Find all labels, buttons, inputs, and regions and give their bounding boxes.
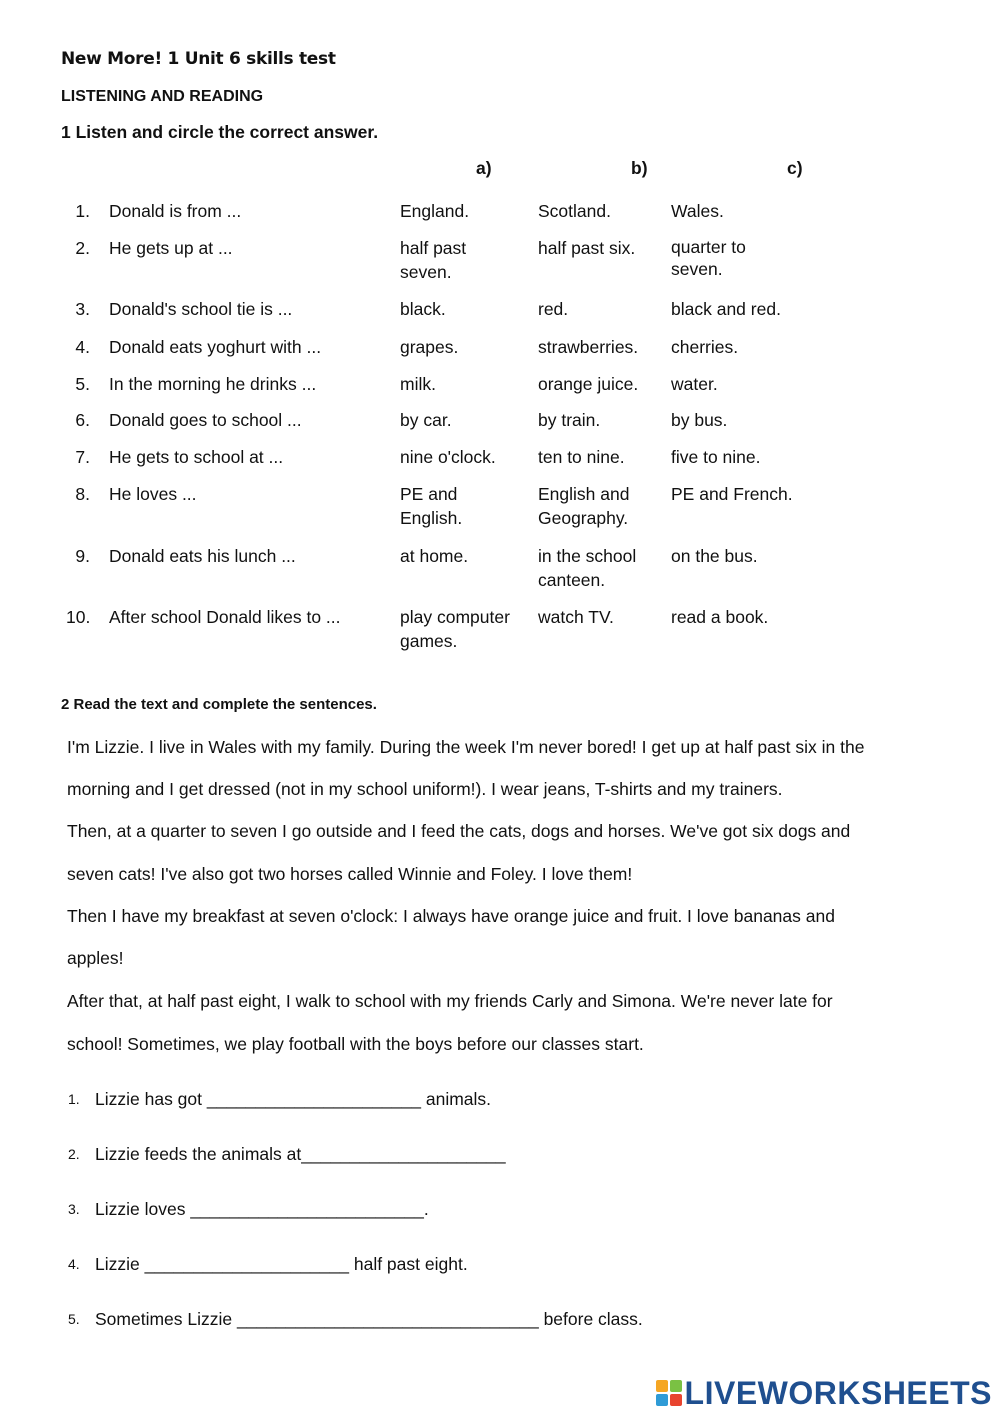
answer-option-b[interactable]: watch TV. bbox=[538, 607, 614, 627]
answer-option-c[interactable]: on the bus. bbox=[671, 546, 758, 566]
question-text: He gets to school at ... bbox=[109, 447, 284, 467]
answer-option-b[interactable]: English and Geography. bbox=[538, 484, 630, 528]
sentence-number: 3. bbox=[68, 1201, 80, 1217]
answer-option-a[interactable]: at home. bbox=[400, 546, 469, 566]
answer-option-b[interactable]: Scotland. bbox=[538, 201, 611, 221]
question-text: Donald eats his lunch ... bbox=[109, 546, 296, 566]
question-text: Donald eats yoghurt with ... bbox=[109, 337, 322, 357]
answer-option-a[interactable]: play computer games. bbox=[400, 607, 510, 651]
answer-option-a[interactable]: half past seven. bbox=[400, 238, 467, 282]
answer-option-c[interactable]: five to nine. bbox=[671, 447, 761, 467]
passage-line: apples! bbox=[67, 948, 124, 968]
fill-in-sentence[interactable]: Lizzie feeds the animals at_____________________ bbox=[95, 1144, 506, 1164]
question-text: Donald goes to school ... bbox=[109, 410, 302, 430]
exercise-2-instruction: 2 Read the text and complete the sentences. bbox=[61, 696, 377, 713]
fill-in-sentence[interactable]: Lizzie has got ______________________ animals. bbox=[95, 1089, 492, 1109]
question-text: He gets up at ... bbox=[109, 238, 233, 258]
passage-line: After that, at half past eight, I walk to school with my friends Carly and Simona. We're never late for bbox=[67, 991, 833, 1011]
question-number: 3. bbox=[75, 299, 90, 319]
sentence-number: 5. bbox=[68, 1311, 80, 1327]
sentence-number: 2. bbox=[68, 1146, 80, 1162]
logo-mark-icon bbox=[656, 1380, 682, 1406]
question-number: 1. bbox=[75, 201, 90, 221]
question-text: In the morning he drinks ... bbox=[109, 374, 317, 394]
answer-option-c[interactable]: water. bbox=[671, 374, 718, 394]
question-number: 4. bbox=[75, 337, 90, 357]
passage-line: school! Sometimes, we play football with the boys before our classes start. bbox=[67, 1034, 644, 1054]
answer-option-b[interactable]: strawberries. bbox=[538, 337, 639, 357]
fill-in-sentence[interactable]: Lizzie _____________________ half past eight. bbox=[95, 1254, 468, 1274]
question-text: Donald's school tie is ... bbox=[109, 299, 293, 319]
answer-option-a[interactable]: England. bbox=[400, 201, 470, 221]
exercise-1-instruction: 1 Listen and circle the correct answer. bbox=[61, 122, 379, 142]
answer-option-c[interactable]: quarter to seven. bbox=[671, 237, 746, 279]
logo-text: LIVEWORKSHEETS bbox=[684, 1375, 992, 1411]
answer-option-c[interactable]: read a book. bbox=[671, 607, 769, 627]
answer-option-a[interactable]: by car. bbox=[400, 410, 452, 430]
answer-option-a[interactable]: grapes. bbox=[400, 337, 459, 357]
fill-in-sentence[interactable]: Lizzie loves ________________________. bbox=[95, 1199, 429, 1219]
question-number: 10. bbox=[66, 607, 91, 627]
answer-option-a[interactable]: milk. bbox=[400, 374, 436, 394]
answer-option-b[interactable]: ten to nine. bbox=[538, 447, 625, 467]
answer-option-a[interactable]: nine o'clock. bbox=[400, 447, 496, 467]
question-text: He loves ... bbox=[109, 484, 197, 504]
answer-option-c[interactable]: by bus. bbox=[671, 410, 728, 430]
question-number: 2. bbox=[75, 238, 90, 258]
answer-option-c[interactable]: PE and French. bbox=[671, 484, 793, 504]
section-heading: LISTENING AND READING bbox=[61, 88, 264, 105]
question-text: After school Donald likes to ... bbox=[109, 607, 341, 627]
answer-option-b[interactable]: in the school canteen. bbox=[538, 546, 637, 590]
question-text: Donald is from ... bbox=[109, 201, 242, 221]
column-header-b: b) bbox=[631, 158, 648, 178]
fill-in-sentence[interactable]: Sometimes Lizzie _______________________________ before class. bbox=[95, 1309, 643, 1329]
passage-line: Then, at a quarter to seven I go outside and I feed the cats, dogs and horses. We've got six dogs and bbox=[67, 821, 851, 841]
answer-option-b[interactable]: half past six. bbox=[538, 238, 636, 258]
question-number: 8. bbox=[75, 484, 90, 504]
question-number: 6. bbox=[75, 410, 90, 430]
liveworksheets-logo bbox=[656, 1376, 992, 1410]
passage-line: morning and I get dressed (not in my school uniform!). I wear jeans, T-shirts and my trainers. bbox=[67, 779, 783, 799]
answer-option-a[interactable]: PE and English. bbox=[400, 484, 463, 528]
question-number: 7. bbox=[75, 447, 90, 467]
question-number: 9. bbox=[75, 546, 90, 566]
column-header-a: a) bbox=[476, 158, 492, 178]
answer-option-a[interactable]: black. bbox=[400, 299, 446, 319]
answer-option-c[interactable]: Wales. bbox=[671, 201, 724, 221]
passage-line: Then I have my breakfast at seven o'clock: I always have orange juice and fruit. I love bananas and bbox=[67, 906, 835, 926]
answer-option-c[interactable]: black and red. bbox=[671, 299, 781, 319]
question-number: 5. bbox=[75, 374, 90, 394]
answer-option-b[interactable]: by train. bbox=[538, 410, 601, 430]
sentence-number: 4. bbox=[68, 1256, 80, 1272]
passage-line: seven cats! I've also got two horses called Winnie and Foley. I love them! bbox=[67, 864, 633, 884]
sentence-number: 1. bbox=[68, 1091, 80, 1107]
column-header-c: c) bbox=[787, 158, 803, 178]
answer-option-c[interactable]: cherries. bbox=[671, 337, 739, 357]
answer-option-b[interactable]: red. bbox=[538, 299, 569, 319]
passage-line: I'm Lizzie. I live in Wales with my family. During the week I'm never bored! I get up at half past six in the bbox=[67, 737, 865, 757]
answer-option-b[interactable]: orange juice. bbox=[538, 374, 639, 394]
worksheet-title: New More! 1 Unit 6 skills test bbox=[61, 49, 336, 69]
